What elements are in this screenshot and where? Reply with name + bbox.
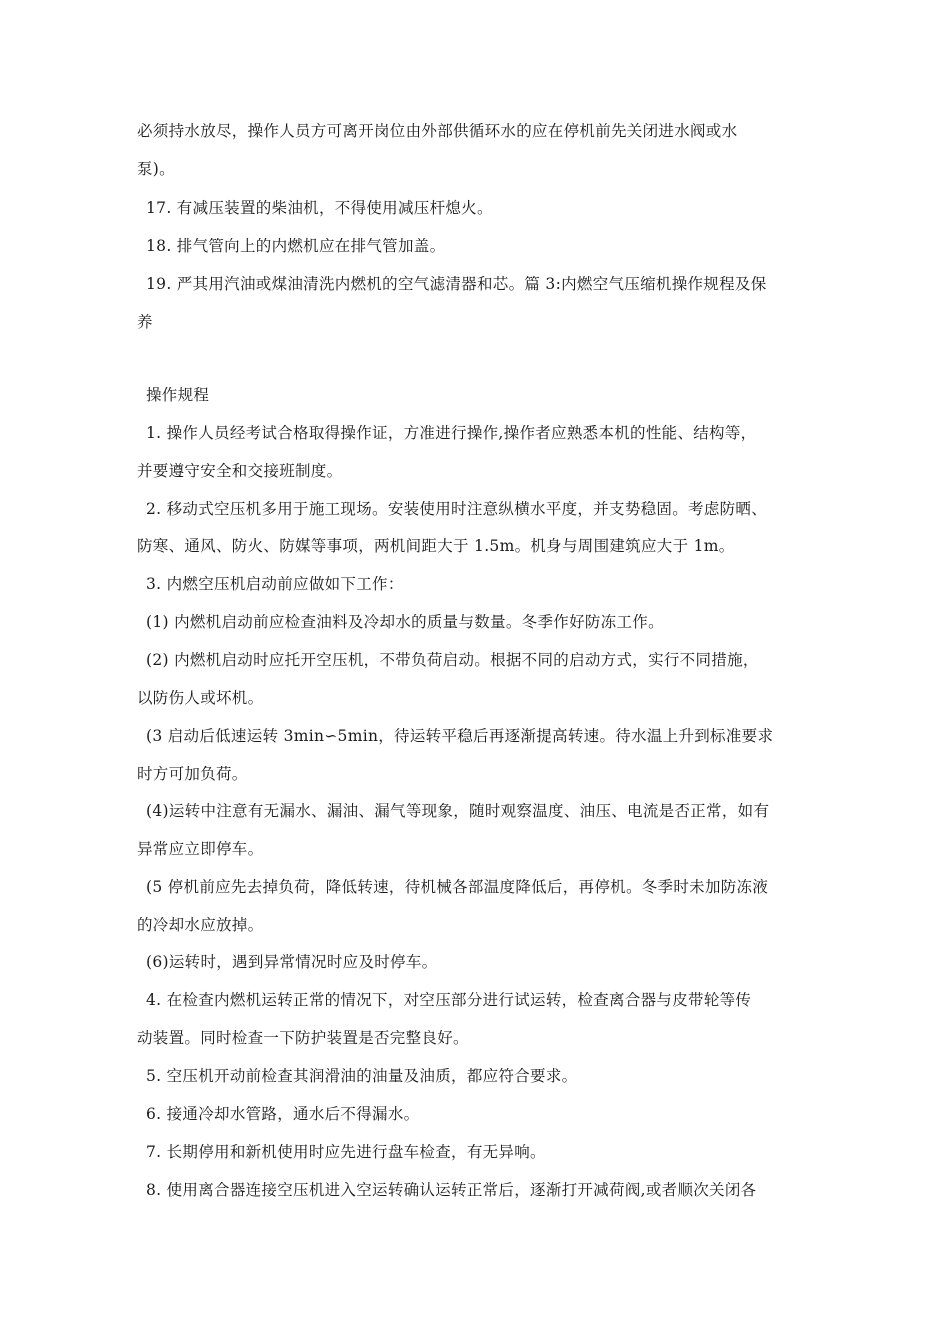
text-line: 18. 排气管向上的内燃机应在排气管加盖。 [146,237,446,255]
text-line: 7. 长期停用和新机使用时应先进行盘车检查，有无异响。 [146,1143,546,1161]
text-line: (6)运转时，遇到异常情况时应及时停车。 [146,953,438,971]
text-line: 1. 操作人员经考试合格取得操作证，方准进行操作,操作者应熟悉本机的性能、结构等， [146,424,757,442]
text-line: 异常应立即停车。 [137,840,264,858]
text-line: 6. 接通冷却水管路，通水后不得漏水。 [146,1105,420,1123]
text-line: 防寒、通风、防火、防媒等事项，两机间距大于 1.5m。机身与周围建筑应大于 1m。 [137,537,735,555]
text-line: 3. 内燃空压机启动前应做如下工作： [146,575,404,593]
text-line: 8. 使用离合器连接空压机进入空运转确认运转正常后，逐渐打开减荷阀,或者顺次关闭各 [146,1181,757,1199]
text-line: (1) 内燃机启动前应检查油料及冷却水的质量与数量。冬季作好防冻工作。 [146,613,664,631]
text-line: 的冷却水应放掉。 [137,916,264,934]
text-line: (3 启动后低速运转 3min∽5min，待运转平稳后再逐渐提高转速。待水温上升到标准要求 [146,727,774,745]
text-line: (2) 内燃机启动时应托开空压机，不带负荷启动。根据不同的启动方式，实行不同措施， [146,651,759,669]
text-line: 17. 有减压装置的柴油机，不得使用减压杆熄火。 [146,199,493,217]
text-line: 5. 空压机开动前检查其润滑油的油量及油质，都应符合要求。 [146,1067,578,1085]
section-heading: 操作规程 [146,386,210,404]
text-line: 必须持水放尽，操作人员方可离开岗位由外部供循环水的应在停机前先关闭进水阀或水 [137,122,738,140]
text-line: 2. 移动式空压机多用于施工现场。安装使用时注意纵横水平度，并支势稳固。考虑防晒、 [146,500,768,518]
text-line: (5 停机前应先去掉负荷，降低转速，待机械各部温度降低后，再停机。冬季时未加防冻液 [146,878,769,896]
text-line: (4)运转中注意有无漏水、漏油、漏气等现象，随时观察温度、油压、电流是否正常，如有 [146,802,770,820]
text-line: 并要遵守安全和交接班制度。 [137,462,343,480]
text-line: 养 [137,313,153,331]
text-line: 时方可加负荷。 [137,765,248,783]
text-line: 以防伤人或坏机。 [137,689,264,707]
text-line: 4. 在检查内燃机运转正常的情况下，对空压部分进行试运转，检查离合器与皮带轮等传 [146,991,752,1009]
text-line: 动装置。同时检查一下防护装置是否完整良好。 [137,1029,469,1047]
text-line: 泵)。 [137,160,175,178]
text-line: 19. 严其用汽油或煤油清洗内燃机的空气滤清器和芯。篇 3:内燃空气压缩机操作规程及保 [146,275,767,293]
